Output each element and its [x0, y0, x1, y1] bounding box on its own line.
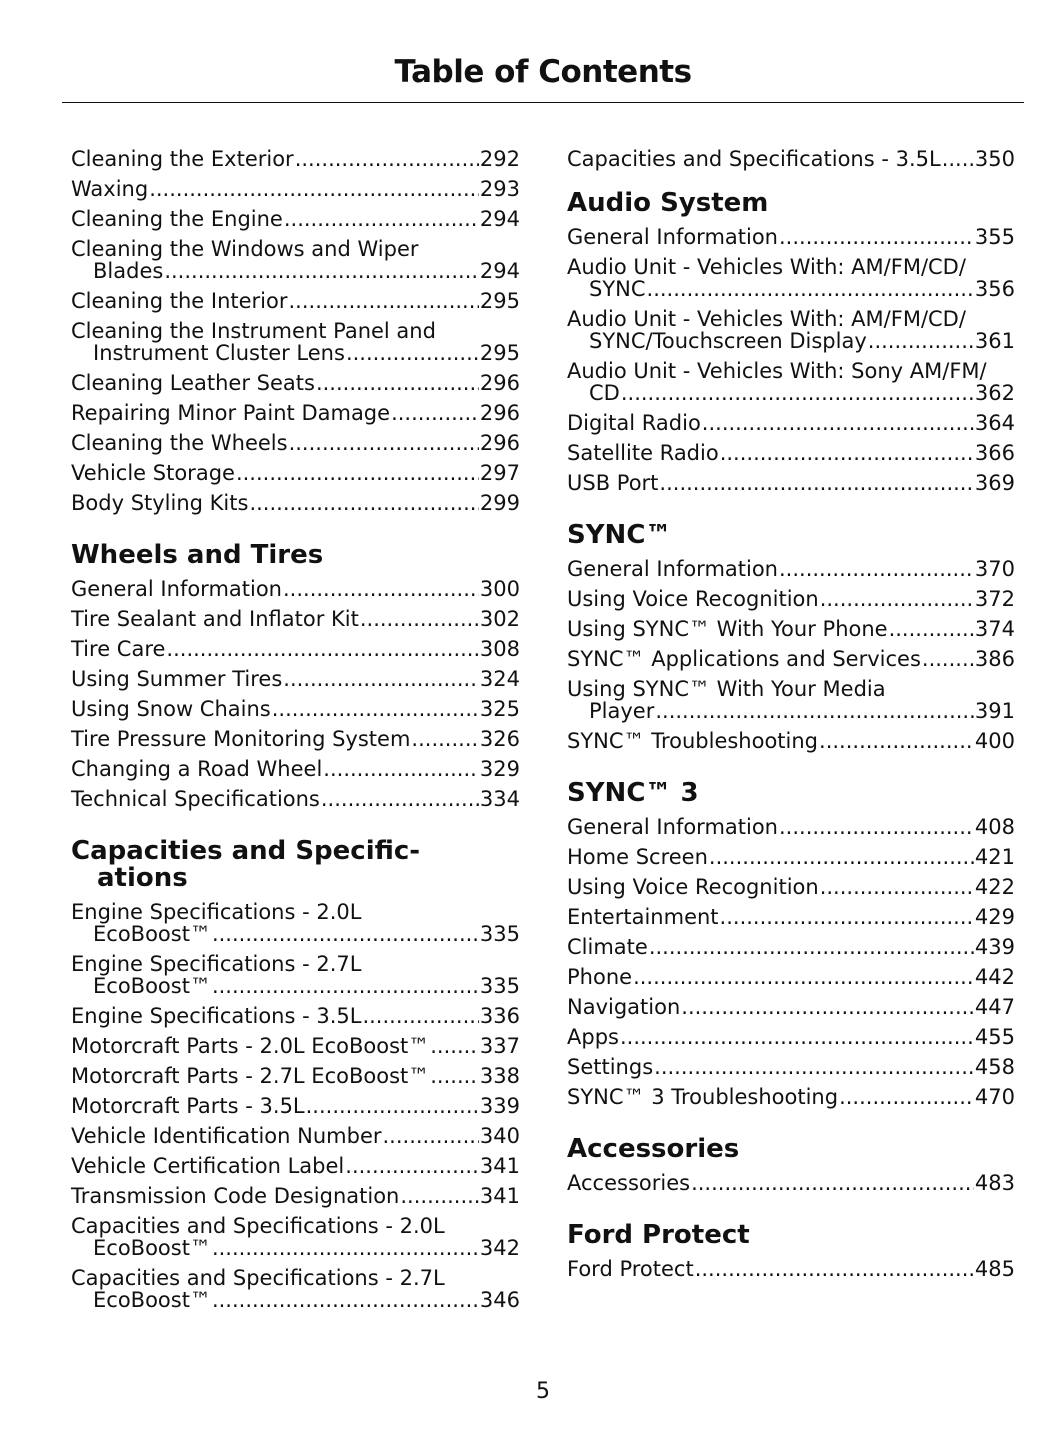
toc-entry-page-number: 483: [974, 1171, 1015, 1195]
dot-leader: [620, 1026, 974, 1048]
toc-entry[interactable]: [567, 360, 1015, 404]
dot-leader: [709, 846, 974, 868]
toc-entry-page-number: 370: [974, 557, 1015, 581]
toc-entry-title: Cleaning the Engine: [71, 207, 283, 231]
toc-entry-title: Entertainment: [567, 905, 719, 929]
toc-entry[interactable]: [567, 472, 1015, 494]
toc-entry[interactable]: [567, 730, 1015, 752]
dot-leader: [212, 1289, 479, 1311]
toc-entry-page-number: 299: [479, 491, 520, 515]
toc-entry-page-number: 294: [479, 259, 520, 283]
dot-leader: [164, 260, 479, 282]
toc-entry-page-number: 295: [479, 289, 520, 313]
toc-entry-page-number: 294: [479, 207, 520, 231]
toc-entry-page-number: 356: [974, 277, 1015, 301]
toc-entry-title: Capacities and Specifications - 3.5L: [567, 147, 941, 171]
toc-entry[interactable]: [71, 1005, 520, 1027]
toc-group-capacities: [71, 901, 520, 1311]
section-heading-sync3[interactable]: SYNC™ 3: [567, 778, 699, 808]
toc-entry-title: Vehicle Storage: [71, 461, 235, 485]
toc-entry-title: SYNC™ Applications and Services: [567, 647, 921, 671]
toc-entry[interactable]: [567, 308, 1015, 352]
toc-entry-title: Using Voice Recognition: [567, 875, 819, 899]
toc-entry-page-number: 296: [479, 401, 520, 425]
toc-entry-title: Audio Unit - Vehicles With: AM/FM/CD/: [567, 255, 966, 279]
toc-entry-title: Engine Specifications - 2.0L: [71, 900, 362, 924]
toc-entry[interactable]: [71, 638, 520, 660]
toc-entry[interactable]: [71, 608, 520, 630]
toc-entry-page-number: 308: [479, 637, 520, 661]
toc-entry-page-number: 346: [479, 1288, 520, 1312]
toc-entry-page-number: 361: [974, 329, 1015, 353]
toc-entry-page-number: 326: [479, 727, 520, 751]
toc-entry-page-number: 337: [479, 1034, 520, 1058]
dot-leader: [889, 618, 974, 640]
dot-leader: [284, 208, 479, 230]
toc-entry[interactable]: [71, 1125, 520, 1147]
toc-entry[interactable]: [71, 668, 520, 690]
section-heading-audio-system[interactable]: Audio System: [567, 188, 769, 218]
toc-entry-page-number: 374: [974, 617, 1015, 641]
toc-entry-page-number: 341: [479, 1184, 520, 1208]
dot-leader: [400, 1185, 479, 1207]
dot-leader: [819, 730, 974, 752]
dot-leader: [249, 492, 478, 514]
toc-entry-title: Audio Unit - Vehicles With: Sony AM/FM/: [567, 359, 987, 383]
toc-entry-title: SYNC™ 3 Troubleshooting: [567, 1085, 839, 1109]
dot-leader: [345, 1155, 479, 1177]
dot-leader: [360, 608, 479, 630]
dot-leader: [695, 1258, 974, 1280]
toc-entry-title: Using SYNC™ With Your Media: [567, 677, 886, 701]
dot-leader: [383, 1125, 479, 1147]
dot-leader: [633, 966, 974, 988]
toc-entry[interactable]: [567, 816, 1015, 838]
toc-entry-page-number: 366: [974, 441, 1015, 465]
dot-leader: [362, 1005, 478, 1027]
dot-leader: [346, 342, 479, 364]
toc-entry[interactable]: [71, 758, 520, 780]
toc-entry-page-number: 429: [974, 905, 1015, 929]
toc-entry[interactable]: [71, 578, 520, 600]
toc-entry-page-number: 342: [479, 1236, 520, 1260]
toc-entry[interactable]: [71, 402, 520, 424]
toc-entry[interactable]: [71, 1185, 520, 1207]
dot-leader: [942, 148, 974, 170]
toc-entry-page-number: 296: [479, 371, 520, 395]
toc-entry[interactable]: [567, 648, 1015, 670]
toc-entry-page-number: 455: [974, 1025, 1015, 1049]
dot-leader: [283, 668, 479, 690]
toc-entry-title: Using SYNC™ With Your Phone: [567, 617, 888, 641]
toc-entry[interactable]: [567, 1086, 1015, 1108]
toc-entry[interactable]: [567, 226, 1015, 248]
dot-leader: [149, 178, 479, 200]
toc-entry[interactable]: [71, 290, 520, 312]
toc-entry-title: EcoBoost™: [93, 974, 211, 998]
toc-entry-title: Player: [589, 699, 655, 723]
dot-leader: [306, 1095, 479, 1117]
dot-leader: [720, 906, 974, 928]
dot-leader: [391, 402, 479, 424]
toc-entry[interactable]: [71, 148, 520, 170]
toc-entry[interactable]: [71, 901, 520, 945]
toc-entry-title: Engine Specifications - 2.7L: [71, 952, 362, 976]
dot-leader: [654, 1056, 974, 1078]
toc-entry-title: General Information: [71, 577, 282, 601]
toc-entry-title: Apps: [567, 1025, 619, 1049]
toc-entry-page-number: 340: [479, 1124, 520, 1148]
toc-entry[interactable]: [567, 678, 1015, 722]
toc-entry-page-number: 335: [479, 922, 520, 946]
toc-entry-page-number: 400: [974, 729, 1015, 753]
toc-entry-page-number: 336: [479, 1004, 520, 1028]
toc-entry-page-number: 391: [974, 699, 1015, 723]
dot-leader: [323, 758, 479, 780]
page-number: 5: [536, 1379, 550, 1404]
toc-group-sync: [567, 558, 1015, 752]
dot-leader: [283, 578, 479, 600]
toc-entry[interactable]: [567, 1026, 1015, 1048]
dot-leader: [166, 638, 478, 660]
toc-entry-page-number: 442: [974, 965, 1015, 989]
toc-entry[interactable]: [71, 178, 520, 200]
section-heading-accessories[interactable]: Accessories: [567, 1134, 740, 1164]
toc-entry-title: Digital Radio: [567, 411, 701, 435]
toc-entry[interactable]: [71, 1035, 520, 1057]
section-heading-capacities-line1: Capacities and Specific-: [71, 836, 421, 866]
toc-entry-title: General Information: [567, 815, 778, 839]
toc-entry-title: Cleaning the Wheels: [71, 431, 288, 455]
section-heading-wheels-and-tires[interactable]: Wheels and Tires: [71, 540, 324, 570]
toc-group-cleaning: [71, 148, 520, 514]
toc-entry[interactable]: [71, 1155, 520, 1177]
toc-entry-page-number: 422: [974, 875, 1015, 899]
dot-leader: [212, 975, 479, 997]
toc-entry[interactable]: [71, 492, 520, 514]
toc-entry-page-number: 334: [479, 787, 520, 811]
toc-entry[interactable]: [567, 966, 1015, 988]
dot-leader: [659, 472, 973, 494]
toc-entry[interactable]: [71, 1215, 520, 1259]
dot-leader: [430, 1065, 479, 1087]
toc-entry[interactable]: [71, 372, 520, 394]
dot-leader: [779, 816, 974, 838]
toc-entry[interactable]: [71, 208, 520, 230]
dot-leader: [272, 698, 479, 720]
toc-entry-title: Cleaning Leather Seats: [71, 371, 315, 395]
toc-entry-page-number: 485: [974, 1257, 1015, 1281]
toc-entry[interactable]: [71, 1267, 520, 1311]
toc-entry-page-number: 447: [974, 995, 1015, 1019]
toc-entry-page-number: 372: [974, 587, 1015, 611]
toc-entry-page-number: 297: [479, 461, 520, 485]
dot-leader: [316, 372, 479, 394]
toc-entry[interactable]: [71, 698, 520, 720]
toc-entry[interactable]: [71, 953, 520, 997]
toc-entry[interactable]: [71, 1095, 520, 1117]
toc-group-audio: [567, 226, 1015, 494]
toc-entry[interactable]: [567, 846, 1015, 868]
toc-entry-title: Capacities and Specifications - 2.7L: [71, 1266, 445, 1290]
toc-entry-title: EcoBoost™: [93, 922, 211, 946]
toc-entry-page-number: 338: [479, 1064, 520, 1088]
toc-entry-title: Changing a Road Wheel: [71, 757, 323, 781]
dot-leader: [779, 558, 974, 580]
toc-group-wheels: [71, 578, 520, 810]
toc-entry-title: Ford Protect: [567, 1257, 694, 1281]
toc-entry[interactable]: [567, 618, 1015, 640]
toc-entry-title: EcoBoost™: [93, 1236, 211, 1260]
toc-entry-title: Transmission Code Designation: [71, 1184, 400, 1208]
toc-entry-page-number: 362: [974, 381, 1015, 405]
toc-entry[interactable]: [567, 1056, 1015, 1078]
toc-entry-title: Blades: [93, 259, 164, 283]
toc-entry-title: CD: [589, 381, 620, 405]
dot-leader: [649, 936, 974, 958]
toc-entry[interactable]: [567, 256, 1015, 300]
toc-entry-title: Climate: [567, 935, 648, 959]
toc-entry-title: Vehicle Certification Label: [71, 1154, 345, 1178]
toc-entry[interactable]: [567, 588, 1015, 610]
section-heading-sync[interactable]: SYNC™: [567, 520, 672, 550]
toc-entry-page-number: 364: [974, 411, 1015, 435]
toc-entry-title: Engine Specifications - 3.5L: [71, 1004, 362, 1028]
toc-entry-title: Accessories: [567, 1171, 691, 1195]
toc-entry[interactable]: [567, 906, 1015, 928]
toc-entry-title: Instrument Cluster Lens: [93, 341, 345, 365]
toc-entry[interactable]: [567, 1172, 1015, 1194]
toc-entry-title: Motorcraft Parts - 2.0L EcoBoost™: [71, 1034, 430, 1058]
toc-entry-page-number: 350: [974, 147, 1015, 171]
toc-entry-title: Tire Sealant and Inflator Kit: [71, 607, 359, 631]
dot-leader: [691, 1172, 974, 1194]
dot-leader: [720, 442, 974, 464]
toc-entry-title: Settings: [567, 1055, 654, 1079]
toc-entry-page-number: 355: [974, 225, 1015, 249]
toc-entry-title: Using Summer Tires: [71, 667, 283, 691]
section-heading-capacities[interactable]: [71, 838, 520, 892]
toc-entry[interactable]: [567, 936, 1015, 958]
toc-entry-title: Body Styling Kits: [71, 491, 249, 515]
toc-entry[interactable]: [567, 558, 1015, 580]
toc-entry-page-number: 293: [479, 177, 520, 201]
dot-leader: [236, 462, 479, 484]
toc-entry-title: EcoBoost™: [93, 1288, 211, 1312]
toc-entry-title: Tire Care: [71, 637, 166, 661]
toc-entry-title: Cleaning the Interior: [71, 289, 288, 313]
toc-group-sync3: [567, 816, 1015, 1108]
toc-entry[interactable]: [71, 320, 520, 364]
toc-entry-title: USB Port: [567, 471, 659, 495]
toc-entry[interactable]: [71, 462, 520, 484]
toc-entry-page-number: 302: [479, 607, 520, 631]
toc-entry-page-number: 339: [479, 1094, 520, 1118]
toc-entry[interactable]: [567, 148, 1015, 170]
dot-leader: [655, 700, 974, 722]
toc-entry-page-number: 408: [974, 815, 1015, 839]
toc-entry-title: Cleaning the Windows and Wiper: [71, 237, 419, 261]
toc-entry[interactable]: [567, 876, 1015, 898]
toc-entry-page-number: 335: [479, 974, 520, 998]
toc-entry-title: Satellite Radio: [567, 441, 719, 465]
toc-entry-title: Vehicle Identification Number: [71, 1124, 382, 1148]
dot-leader: [621, 382, 974, 404]
toc-left-column: [71, 148, 520, 1319]
dot-leader: [820, 876, 974, 898]
toc-entry-title: SYNC/Touchscreen Display: [589, 329, 867, 353]
toc-entry-page-number: 324: [479, 667, 520, 691]
dot-leader: [922, 648, 974, 670]
toc-entry[interactable]: [567, 442, 1015, 464]
toc-entry-title: Motorcraft Parts - 2.7L EcoBoost™: [71, 1064, 430, 1088]
toc-entry-title: Capacities and Specifications - 2.0L: [71, 1214, 445, 1238]
toc-group-accessories: [567, 1172, 1015, 1194]
dot-leader: [820, 588, 974, 610]
toc-entry-title: SYNC™ Troubleshooting: [567, 729, 819, 753]
toc-entry[interactable]: [71, 238, 520, 282]
dot-leader: [839, 1086, 974, 1108]
toc-entry-page-number: 386: [974, 647, 1015, 671]
toc-entry-title: Technical Specifications: [71, 787, 320, 811]
dot-leader: [702, 412, 974, 434]
dot-leader: [295, 148, 479, 170]
toc-entry-title: Home Screen: [567, 845, 708, 869]
toc-entry-page-number: 300: [479, 577, 520, 601]
toc-group-capacities-cont: [567, 148, 1015, 170]
dot-leader: [647, 278, 974, 300]
toc-entry[interactable]: [71, 1065, 520, 1087]
toc-entry[interactable]: [71, 432, 520, 454]
dot-leader: [289, 290, 479, 312]
toc-entry[interactable]: [71, 788, 520, 810]
dot-leader: [411, 728, 478, 750]
toc-entry-title: Navigation: [567, 995, 681, 1019]
toc-entry-title: Repairing Minor Paint Damage: [71, 401, 391, 425]
toc-entry-page-number: 295: [479, 341, 520, 365]
toc-entry-title: Cleaning the Instrument Panel and: [71, 319, 436, 343]
dot-leader: [868, 330, 974, 352]
toc-entry-title: General Information: [567, 557, 778, 581]
dot-leader: [212, 923, 479, 945]
toc-entry[interactable]: [71, 728, 520, 750]
toc-entry-page-number: 296: [479, 431, 520, 455]
toc-entry-title: SYNC: [589, 277, 646, 301]
dot-leader: [779, 226, 974, 248]
toc-entry[interactable]: [567, 996, 1015, 1018]
toc-entry-title: General Information: [567, 225, 778, 249]
toc-entry[interactable]: [567, 412, 1015, 434]
page-title: Table of Contents: [394, 54, 692, 90]
toc-entry-page-number: 325: [479, 697, 520, 721]
title-divider: [62, 102, 1024, 103]
toc-entry-title: Motorcraft Parts - 3.5L: [71, 1094, 305, 1118]
toc-entry[interactable]: [567, 1258, 1015, 1280]
toc-entry-title: Cleaning the Exterior: [71, 147, 294, 171]
toc-entry-page-number: 292: [479, 147, 520, 171]
toc-entry-title: Using Voice Recognition: [567, 587, 819, 611]
toc-entry-title: Waxing: [71, 177, 149, 201]
toc-entry-page-number: 439: [974, 935, 1015, 959]
dot-leader: [321, 788, 479, 810]
dot-leader: [430, 1035, 479, 1057]
toc-entry-title: Phone: [567, 965, 633, 989]
toc-group-ford-protect: [567, 1258, 1015, 1280]
dot-leader: [681, 996, 974, 1018]
toc-entry-title: Using Snow Chains: [71, 697, 271, 721]
toc-entry-page-number: 329: [479, 757, 520, 781]
toc-entry-page-number: 470: [974, 1085, 1015, 1109]
toc-entry-page-number: 458: [974, 1055, 1015, 1079]
toc-entry-page-number: 369: [974, 471, 1015, 495]
section-heading-ford-protect[interactable]: Ford Protect: [567, 1220, 750, 1250]
toc-entry-title: Audio Unit - Vehicles With: AM/FM/CD/: [567, 307, 966, 331]
toc-entry-title: Tire Pressure Monitoring System: [71, 727, 411, 751]
section-heading-capacities-line2: ations: [97, 863, 188, 893]
toc-entry-page-number: 421: [974, 845, 1015, 869]
toc-right-column: [567, 148, 1015, 1288]
toc-entry-page-number: 341: [479, 1154, 520, 1178]
dot-leader: [212, 1237, 479, 1259]
dot-leader: [289, 432, 479, 454]
